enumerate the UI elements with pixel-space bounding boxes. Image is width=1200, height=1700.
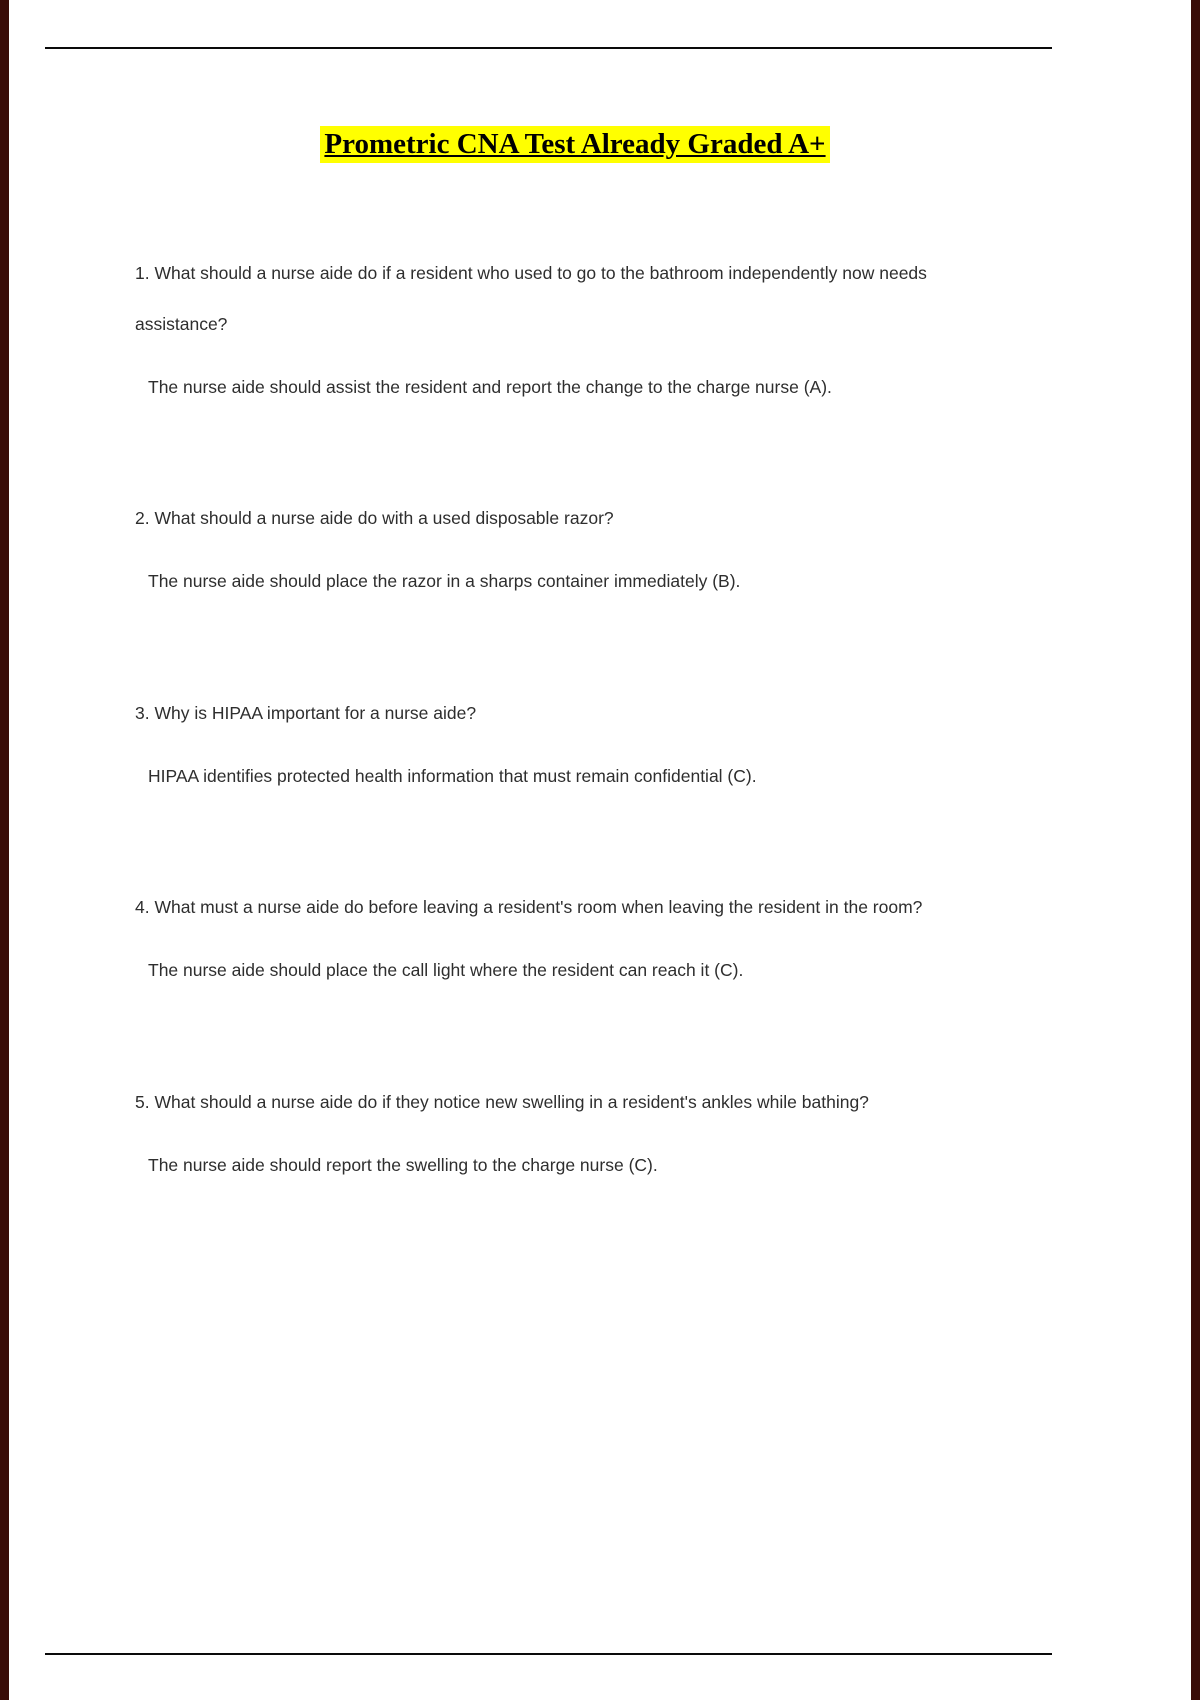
left-page-edge bbox=[0, 0, 9, 1700]
answer-text: The nurse aide should assist the resident and report the change to the charge nurse (A). bbox=[148, 376, 832, 397]
page-title bbox=[320, 126, 829, 163]
question-text: 1. What should a nurse aide do if a resident who used to go to the bathroom independently now needs assistance? bbox=[135, 263, 927, 334]
answer-text: The nurse aide should place the call light where the resident can reach it (C). bbox=[148, 960, 744, 980]
qa-item bbox=[135, 493, 1020, 607]
right-page-edge bbox=[1191, 0, 1200, 1700]
question-text: 5. What should a nurse aide do if they notice new swelling in a resident's ankles while bathing? bbox=[135, 1091, 869, 1112]
question-text: 3. Why is HIPAA important for a nurse aide? bbox=[135, 702, 477, 723]
title-highlight: Prometric CNA Test Already Graded A+ bbox=[320, 126, 829, 163]
qa-item bbox=[135, 248, 1020, 412]
bottom-horizontal-rule bbox=[45, 1653, 1052, 1655]
answer-text: HIPAA identifies protected health information that must remain confidential (C). bbox=[148, 765, 757, 786]
qa-item bbox=[135, 1077, 1020, 1191]
qa-item bbox=[135, 688, 1020, 802]
question-text: 4. What must a nurse aide do before leaving a resident's room when leaving the resident in the room? bbox=[135, 897, 923, 918]
answer-text: The nurse aide should report the swelling to the charge nurse (C). bbox=[148, 1154, 658, 1175]
answer-text: The nurse aide should place the razor in a sharps container immediately (B). bbox=[148, 571, 741, 591]
qa-list bbox=[135, 248, 1020, 1271]
qa-item bbox=[135, 882, 1020, 996]
top-horizontal-rule bbox=[45, 47, 1052, 49]
title-block bbox=[135, 128, 1015, 161]
question-text: 2. What should a nurse aide do with a used disposable razor? bbox=[135, 508, 614, 529]
